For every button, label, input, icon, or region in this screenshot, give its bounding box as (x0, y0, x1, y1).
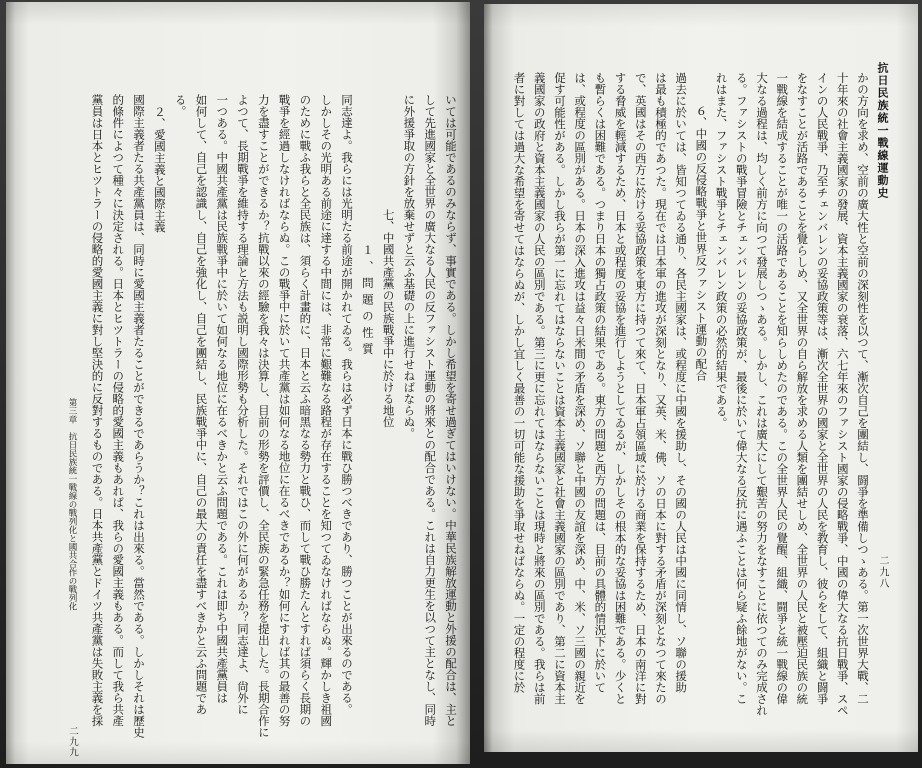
text-column: をなすことが活路であることを覺らしめ、又全世界の自ら解放を求める人類を團結せしめ、全世界の人民と被壓迫民族の統 (795, 72, 810, 705)
text-column: は、或程度の區別がある。日本の深入進攻は益々日米間の矛盾を深め、ソ聯と中國の友誼を深め、中、米、ソ三國の親近を (573, 72, 588, 705)
text-column: も暫らくは困難である。つまり日本の獨占政策の結果である。東方の問題と西方の問題は、目前の具體的情況下に於いて (593, 72, 608, 693)
section-heading: ６、中國の反侵略戰爭と世界反ファシスト運動の配合 (694, 105, 709, 381)
text-column: 同志達よ。我らには光明たる前途が開かれてゐる。我らは必ず日本に戰ひ勝つべきであり、勝つことが出來るのである。 (340, 94, 355, 715)
text-column: 大なる過程は、均しく前方に向つて發展しつゝある。しかし、これは廣大にして艱苦の努力をなすことに依つてのみ完成され (754, 72, 769, 716)
left-page-body-text (86, 94, 461, 744)
section-heading: 七、中國共產黨の民族戰爭中に於ける地位 (381, 209, 396, 428)
text-column: る。 (173, 94, 188, 117)
text-column: のために戰ふ我らと全民族は、須らく計畫的に、日本と云ふ暗黑なる勢力と戰ひ、而して戰ひ勝たんとすれば須らく長期の (298, 94, 313, 727)
page-number: 二九九 (67, 726, 78, 758)
text-column: 一戰線を結成することが唯一の活路であることを知らしめたのである。この全世界人民の覺醒、組織、闘爭と統一戰線の偉 (775, 72, 790, 705)
text-column: 過去に於いては、皆知つてゐる通り、各民主國家は、或程度に中國を援助し、その國の人民は中國に同情し、ソ聯の援助 (674, 72, 689, 693)
text-column: 力を盡すことができるか？抗戰以來の經驗を我々は決算し、目前の形勢を評價し、全民族の緊急任務を提出した。長期合作に (256, 94, 271, 738)
text-column: よつて、長期戰爭を維持する理論と方法も説明し國際形勢も分析した。それではこの外に何があるか？同志達よ、尙外に (236, 94, 251, 715)
text-column: れはまた、ファシスト戰爭とチェンバレン政策の必然的結果である。 (714, 72, 729, 429)
text-column: 義國家の政府と資本主義國家の人民の區別である。第三に更に忘れてはならないことは現時と將來の區別である。我らは前 (532, 72, 547, 705)
text-column: 如何して、自己を認識し、自己を強化し、自己を團結し、民族戰爭中に、自己の最大の責任を盡すべきかと云ふ問題であ (194, 94, 209, 715)
text-column: に外援爭取の方針を放棄せずと云ふ基礎の上に進行せねばならぬ。 (402, 94, 417, 439)
right-page (484, 4, 918, 752)
text-column: は最も積極的であつた。現在では日本軍の進攻が深刻となり、又英、米、佛、ソの日本に對する矛盾が深刻となつて來たの (653, 72, 668, 705)
text-column: いては可能であるのみならず、事實である。しかし希望を寄せ過ぎてはいけない。中華民族解放運動と外援の配合は、主と (444, 94, 458, 727)
text-column: 戰爭を經過しなければならぬ。この戰爭中に於いて共產黨は如何なる地位に在るべきであるか？如何にすれば其の最善の努 (277, 94, 292, 727)
subsection-heading: ２、愛國主義と國際主義 (152, 106, 167, 233)
running-footer: 第三章 抗日民族統一戰線の戰列化と國共合作の戰列化 (67, 398, 77, 611)
text-column: 促す可能性がある。しかし我らが第一に忘れてはならないことは資本主義國家と社會主義國家の區別であり、第二に資本主 (552, 72, 567, 705)
text-column: 的條件によつて種々に決定される。日本とヒツトラーの侵略的愛國主義もあれば、我らの愛國主義もある。而して我ら共產 (111, 94, 126, 727)
text-column: しかしその光明ある前途に達する中間には、非常に艱難なる路程が存在することを知つてゐなければならぬ。輝かしき祖國 (319, 94, 334, 727)
text-column: して先進國家と全世界の廣大なる人民の反ファシスト運動の將來との配合である。これは自力更生を以つて主となし、同時 (423, 94, 438, 727)
text-column: 黨員は日本とヒツトラーの侵略的愛國主義に對し堅決的に反對するものである。日本共產黨とドイツ共產黨は失敗主義を採 (90, 94, 105, 727)
right-page-body-text (509, 72, 873, 722)
text-column: インの人民戰爭、乃至チェンバレンの妥協政策等は、漸次全世界の國家と全世界の人民を教育し、彼らをして、組織と闘爭 (815, 72, 830, 705)
running-header: 抗日民族統一戰線運動史 (876, 62, 889, 200)
text-column: する脅威を輕減するため、日本と或程度の妥協を進行しようとしてゐるが、しかしその根本的な妥協は困難である。少くと (613, 72, 628, 705)
text-column: かの方向を求め、空前の廣大性と空前の深刻性を以つて、漸次自己を團結し、闘爭を準備しつゝある。第一次世界大戰、二 (856, 72, 870, 705)
left-page (6, 2, 470, 764)
text-column: で、英國はその西方に於ける妥協政策を東方に持つて來て、日本軍占領區域に於ける商業を保持するため、日本の南洋に對 (633, 72, 648, 705)
text-column: 一つある。中國共產黨は民族戰爭中に於いて如何なる地位に在るべきかと云ふ問題である。これは即ち中國共產黨員は (215, 94, 230, 704)
text-column: る。ファシストの戰爭冒險とチェンバレンの妥協政策が、最後に於いて偉大なる反抗に遇ふことは何ら疑ふ餘地がない。こ (734, 72, 749, 705)
text-column: 者に對しては過大な希望を寄せてはならぬが、しかし宜しく最善の一切可能な援助を爭取せねばならぬ。一定の程度に於 (512, 72, 527, 693)
text-column: 國際主義者たる共產黨員は、同時に愛國主義者たることができるであらうか？これは出來る。當然である。しかしそれは歷史 (132, 94, 147, 738)
subsection-heading: １、問題の性質 (360, 244, 375, 360)
text-column: 十年來の社會主義國家の發展、資本主義國家の衰落、六七年來のファシスト國家の侵略戰爭、中國の偉大なる抗日戰爭、スペ (835, 72, 850, 716)
page-number: 二九八 (877, 555, 888, 590)
